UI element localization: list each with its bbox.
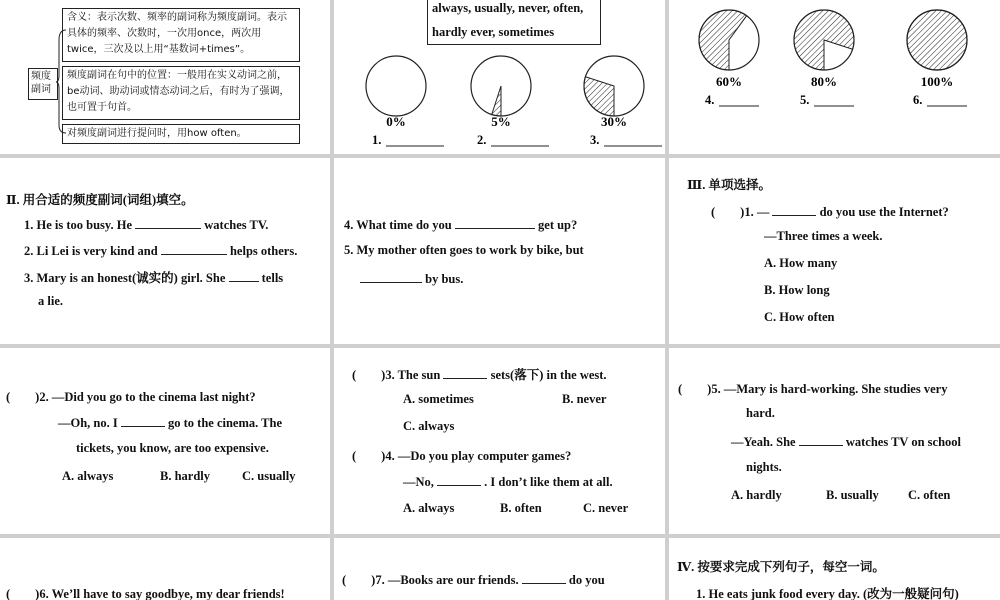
pie-chart-5pct	[471, 56, 531, 116]
q2-c: go to the cinema. The	[168, 416, 282, 430]
pie-question-number: 1.	[372, 133, 382, 147]
s3-q1-a: ( )1. —	[711, 205, 770, 219]
q5-optA[interactable]: A. hardly	[731, 488, 782, 502]
panel-q34	[334, 348, 665, 534]
s3-q1-answer: —Three times a week.	[764, 229, 883, 243]
mindmap-position-text: 频度副词在句中的位置：一般用在实义动词之前，be动词、助动词或情态动词之后，有时为了强调，也可置于句首。	[67, 70, 290, 113]
mindmap-meaning	[62, 8, 300, 62]
panel-q6	[0, 538, 330, 600]
q2-stem: ( )2. —Did you go to the cinema last night?	[6, 390, 256, 404]
s2-q5-b: by bus.	[425, 272, 464, 286]
panel-section4	[669, 538, 1000, 600]
q7-stem	[342, 570, 605, 588]
q4-c: . I don’t like them at all.	[484, 475, 613, 489]
pie-chart-group-right	[669, 0, 1000, 154]
q4-line2	[403, 473, 613, 490]
q7-blank[interactable]	[522, 571, 566, 584]
panel-section2	[0, 158, 330, 344]
pie-percent-label: 30%	[601, 114, 627, 129]
s2-q1-blank[interactable]	[135, 216, 201, 229]
s2-q4-b: get up?	[538, 218, 578, 232]
mindmap-question	[62, 124, 300, 144]
q5-line4: nights.	[746, 460, 782, 474]
pie-question-number: 3.	[590, 133, 600, 147]
pie-percent-label: 100%	[920, 74, 954, 89]
s2-q1-a: 1. He is too busy. He	[24, 218, 132, 232]
pie-question-number: 2.	[477, 133, 487, 147]
q2-line3: tickets, you know, are too expensive.	[76, 441, 269, 455]
pie-percent-label: 80%	[811, 74, 837, 89]
q3-optC[interactable]: C. always	[403, 419, 455, 433]
s2-q2-b: helps others.	[229, 244, 298, 258]
s2-q2	[24, 242, 297, 259]
s3-q1-optA[interactable]: A. How many	[764, 256, 838, 270]
s2-q3-b: tells	[261, 271, 284, 285]
s2-q2-a: 2. Li Lei is very kind and	[24, 244, 158, 258]
q4-optC[interactable]: C. never	[583, 501, 629, 515]
pie-percent-label: 60%	[716, 74, 742, 89]
pie-question-number: 6.	[913, 93, 923, 107]
q5-line3	[731, 433, 961, 450]
q2-optA[interactable]: A. always	[62, 469, 114, 483]
mindmap-topic	[28, 68, 58, 100]
s2-q3	[24, 268, 283, 286]
pie-question-number: 5.	[800, 93, 810, 107]
q5-stem: ( )5. —Mary is hard-working. She studies very	[678, 382, 948, 396]
word-box-line2: hardly ever, sometimes	[432, 25, 555, 39]
s2-q1	[24, 216, 268, 233]
pie-chart-60pct	[699, 10, 759, 70]
q4-optB[interactable]: B. often	[500, 501, 542, 515]
mindmap-meaning-text: 含义：表示次数、频率的副词称为频度副词。表示具体的频率、次数时，一次用once，两次用twice，三次及以上用“基数词+times”。	[67, 12, 287, 55]
s2-q5-cont	[360, 270, 463, 287]
q7-a: ( )7. —Books are our friends.	[342, 573, 519, 587]
s2-q3-a: 3. Mary is an honest(诚实的) girl. She	[24, 271, 226, 285]
q5-optC[interactable]: C. often	[908, 488, 951, 502]
pie-chart-100pct	[907, 10, 967, 70]
pie-percent-label: 5%	[491, 114, 511, 129]
panel-q2	[0, 348, 330, 534]
s2-q4	[344, 216, 577, 233]
q5-blank[interactable]	[799, 433, 843, 446]
s4-q1: 1. He eats junk food every day. (改为一般疑问句)	[696, 587, 959, 600]
panel-pies-left	[334, 0, 665, 154]
q5-c: —Yeah. She	[731, 435, 796, 449]
s3-q1-optC[interactable]: C. How often	[764, 310, 835, 324]
q5-d: watches TV on school	[845, 435, 962, 449]
q3-stem	[352, 365, 607, 383]
s3-q1-optB[interactable]: B. How long	[764, 283, 830, 297]
q4-b: —No,	[403, 475, 434, 489]
s3-q1-b: do you use the Internet?	[819, 205, 949, 219]
mindmap-question-text: 对频度副词进行提问时，用how often。	[67, 128, 247, 139]
panel-mindmap	[0, 0, 330, 154]
pie-chart-80pct	[794, 10, 854, 70]
q4-optA[interactable]: A. always	[403, 501, 455, 515]
q3-optB[interactable]: B. never	[562, 392, 607, 406]
q7-b: do you	[568, 573, 605, 587]
mindmap-brace	[56, 0, 68, 150]
pie-chart-0pct	[366, 56, 426, 116]
q2-blank[interactable]	[121, 414, 165, 427]
s2-q2-blank[interactable]	[161, 242, 227, 255]
q4-stem: ( )4. —Do you play computer games?	[352, 449, 572, 463]
q2-line2	[58, 414, 282, 431]
s2-q1-b: watches TV.	[204, 218, 269, 232]
panel-q7	[334, 538, 665, 600]
s2-q3-cont: a lie.	[38, 294, 63, 308]
q5-optB[interactable]: B. usually	[826, 488, 879, 502]
panel-section2b	[334, 158, 665, 344]
q3-optA[interactable]: A. sometimes	[403, 392, 474, 406]
q5-stem-cont: hard.	[746, 406, 775, 420]
pie-chart-30pct	[584, 56, 644, 116]
s3-q1-blank[interactable]	[772, 203, 816, 216]
word-box-line1: always, usually, never, often,	[432, 1, 584, 15]
panel-q5	[669, 348, 1000, 534]
s2-q5-blank[interactable]	[360, 270, 422, 283]
q2-optB[interactable]: B. hardly	[160, 469, 211, 483]
pie-chart-group-left	[334, 0, 665, 154]
s3-q1	[711, 202, 949, 220]
q2-b: —Oh, no. I	[58, 416, 118, 430]
q3-b: sets(落下) in the west.	[490, 368, 607, 382]
mindmap-position	[62, 66, 300, 120]
section2-title: Ⅱ. 用合适的频度副词(词组)填空。	[6, 193, 194, 207]
pie-percent-label: 0%	[386, 114, 406, 129]
mindmap-topic-text: 频度副词	[31, 71, 51, 95]
q3-a: ( )3. The sun	[352, 368, 441, 382]
q2-optC[interactable]: C. usually	[242, 469, 296, 483]
q6-stem: ( )6. We’ll have to say goodbye, my dear friends!	[6, 587, 285, 600]
s2-q5: 5. My mother often goes to work by bike, but	[344, 243, 584, 257]
s2-q4-a: 4. What time do you	[344, 218, 452, 232]
s2-q3-blank[interactable]	[229, 269, 259, 282]
pie-question-number: 4.	[705, 93, 715, 107]
section4-title: Ⅳ. 按要求完成下列句子，每空一词。	[677, 560, 885, 574]
q3-blank[interactable]	[443, 366, 487, 379]
s2-q4-blank[interactable]	[455, 216, 535, 229]
q4-blank[interactable]	[437, 473, 481, 486]
panel-pies-right	[669, 0, 1000, 154]
panel-section3	[669, 158, 1000, 344]
section3-title: Ⅲ. 单项选择。	[687, 178, 771, 192]
